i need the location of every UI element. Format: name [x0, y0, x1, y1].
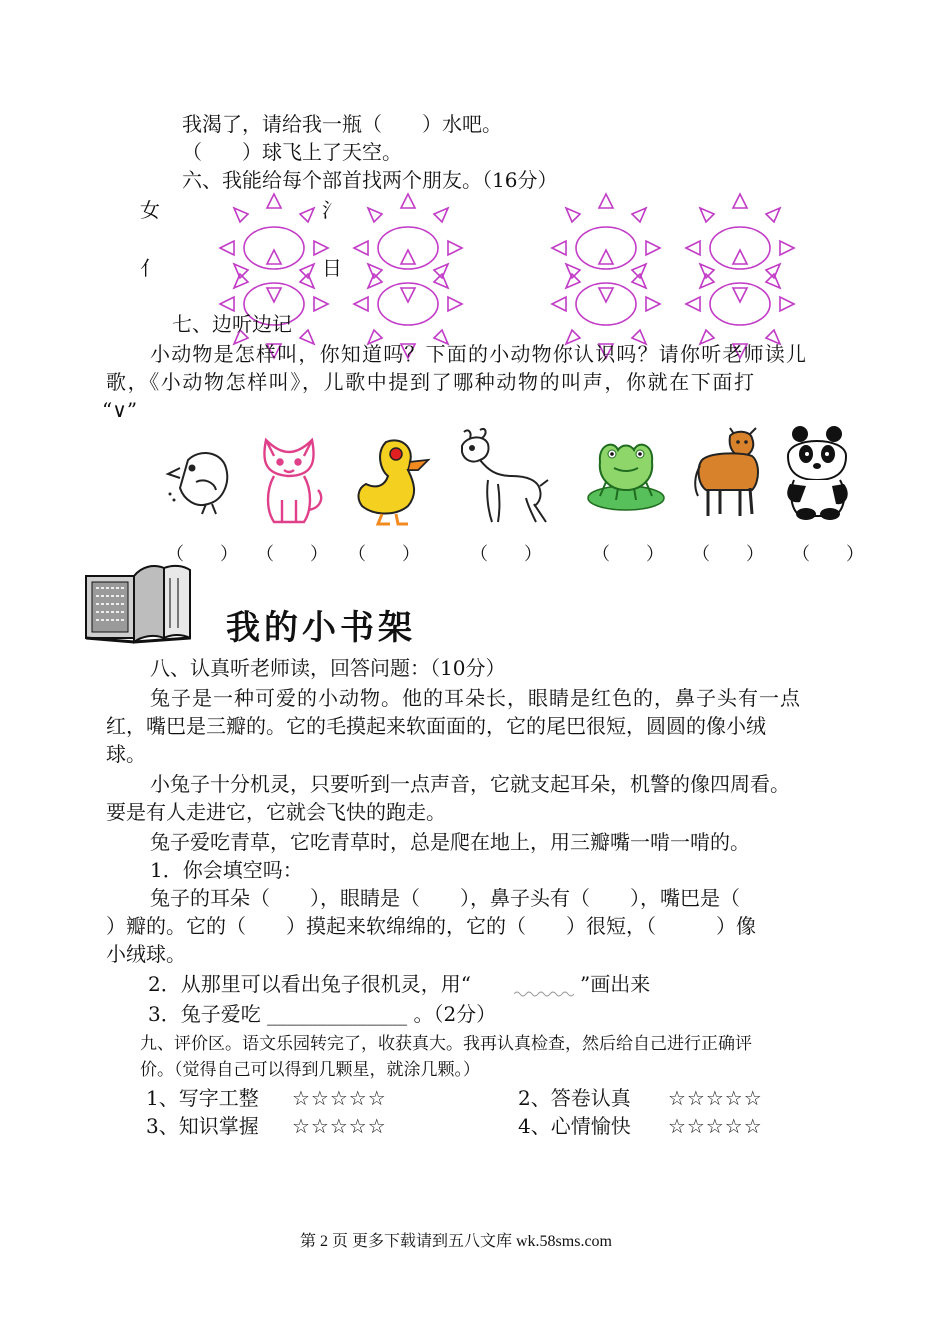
answer-goat[interactable]: （ ） [470, 544, 542, 565]
question2-text-end: ”画出来 [580, 972, 651, 996]
section6-heading: 六、我能给每个部首找两个朋友。（16分） [182, 168, 558, 192]
sentence-bottle: 我渴了，请给我一瓶（ ）水吧。 [182, 112, 502, 136]
answer-duck[interactable]: （ ） [348, 544, 420, 565]
passage-para1-line1: 兔子是一种可爱的小动物。他的耳朵长，眼睛是红色的，鼻子头有一点 [150, 686, 801, 710]
page-footer: 第 2 页 更多下载请到五八文库 wk.58sms.com [300, 1233, 613, 1250]
passage-para2-line2: 要是有人走进它，它就会飞快的跑走。 [106, 800, 446, 824]
question2-text-start: 2．从那里可以看出兔子很机灵，用“ [148, 972, 471, 996]
passage-para2-line1: 小兔子十分机灵，只要听到一点声音，它就支起耳朵，机警的像四周看。 [150, 772, 790, 796]
chick-image [160, 438, 240, 518]
rating-stars-knowledge[interactable]: ☆☆☆☆☆ [292, 1114, 387, 1138]
question1-line1[interactable]: 兔子的耳朵（ ），眼睛是（ ），鼻子头有（ ），嘴巴是（ [150, 886, 740, 910]
rating-label-mood: 4、心情愉快 [518, 1114, 631, 1138]
radical-shui: 氵 [322, 198, 342, 222]
frog-image [584, 432, 668, 516]
passage-para3-line1: 兔子爱吃青草，它吃青草时，总是爬在地上，用三瓣嘴一啃一啃的。 [150, 830, 750, 854]
rating-label-handwriting: 1、写字工整 [146, 1086, 259, 1110]
radical-ren: 亻 [140, 256, 160, 280]
answer-panda[interactable]: （ ） [792, 544, 864, 565]
wavy-underline-sample [514, 990, 574, 998]
section7-heading: 七、边听边记 [172, 312, 292, 336]
radical-ri: 日 [322, 256, 342, 280]
sentence-ball: （ ）球飞上了天空。 [182, 140, 402, 164]
section8-heading: 八、认真听老师读，回答问题：（10分） [150, 656, 506, 680]
rating-stars-carefulness[interactable]: ☆☆☆☆☆ [668, 1086, 763, 1110]
question1-line3: 小绒球。 [106, 942, 186, 966]
panda-image [780, 424, 856, 520]
answer-cat[interactable]: （ ） [256, 544, 328, 565]
rating-stars-mood[interactable]: ☆☆☆☆☆ [668, 1114, 763, 1138]
question3[interactable]: 3．兔子爱吃 ______________ 。（2分） [148, 1002, 497, 1026]
answer-chick[interactable]: （ ） [166, 544, 238, 565]
duck-image [352, 430, 432, 526]
rating-label-carefulness: 2、答卷认真 [518, 1086, 631, 1110]
question1-label: 1．你会填空吗： [150, 858, 303, 882]
answer-cow[interactable]: （ ） [692, 544, 764, 565]
cow-image [690, 426, 766, 522]
rating-stars-handwriting[interactable]: ☆☆☆☆☆ [292, 1086, 387, 1110]
rating-label-knowledge: 3、知识掌握 [146, 1114, 259, 1138]
passage-para1-line2: 红，嘴巴是三瓣的。它的毛摸起来软面面的，它的尾巴很短，圆圆的像小绒 [106, 714, 766, 738]
answer-frog[interactable]: （ ） [592, 544, 664, 565]
section9-heading-line2: 价。（觉得自己可以得到几颗星，就涂几颗。） [140, 1060, 480, 1080]
open-book-icon [84, 562, 194, 644]
goat-image [452, 424, 552, 528]
bookshelf-title: 我的小书架 [226, 608, 416, 648]
section7-para-line2: 歌，《小动物怎样叫》，儿歌中提到了哪种动物的叫声，你就在下面打 [106, 370, 756, 394]
question1-line2[interactable]: ）瓣的。它的（ ）摸起来软绵绵的，它的（ ）很短，（ ）像 [106, 914, 756, 938]
radical-nu: 女 [140, 198, 160, 222]
passage-para1-line3: 球。 [106, 742, 146, 766]
cat-image [252, 430, 332, 528]
section7-para-line1: 小动物是怎样叫，你知道吗？下面的小动物你认识吗？请你听老师读儿 [150, 342, 808, 366]
section7-para-line3: “∨” [102, 398, 138, 422]
section9-heading-line1: 九、评价区。语文乐园转完了，收获真大。我再认真检查，然后给自己进行正确评 [140, 1034, 752, 1054]
